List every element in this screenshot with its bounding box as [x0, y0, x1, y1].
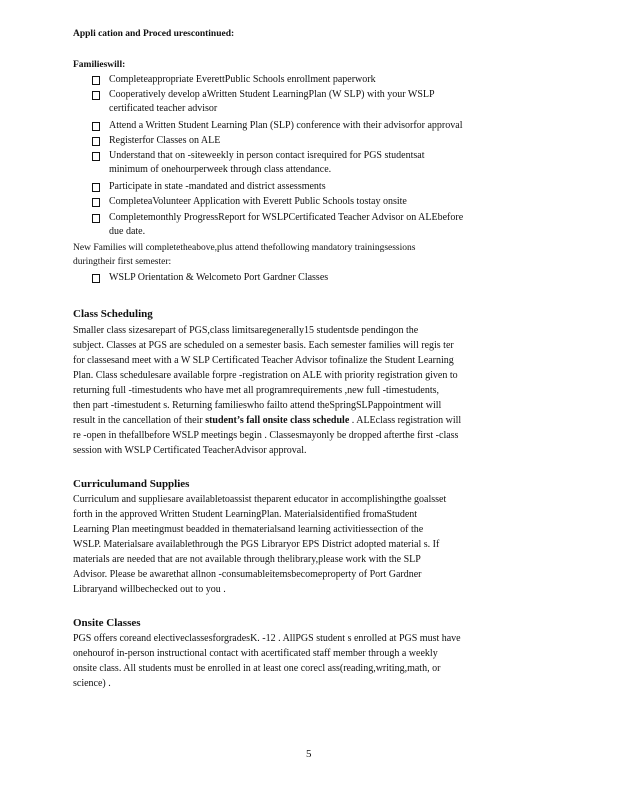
list-item: Cooperatively develop aWritten Student LearningPlan (W SLP) with your WSLP: [109, 89, 435, 100]
line-text: result in the cancellation of their: [73, 415, 206, 426]
paragraph-line: Plan. Class schedulesare available forpre -registration on ALE with priority registration given to: [73, 370, 458, 381]
paragraph-line: PGS offers coreand electiveclassesforgradesK. -12 . AllPGS student s enrolled at PGS must have: [73, 633, 461, 644]
page-number: 5: [306, 748, 312, 760]
checkbox-icon: [92, 183, 100, 192]
checkbox-icon: [92, 214, 100, 223]
families-label: Familieswill:: [73, 60, 126, 70]
new-families-text-cont: duringtheir first semester:: [73, 257, 172, 267]
checkbox-icon: [92, 198, 100, 207]
list-item: Completeappropriate EverettPublic Schools enrollment paperwork: [109, 74, 376, 85]
paragraph-line: [73, 415, 543, 427]
paragraph-line: WSLP. Materialsare availablethrough the PGS Libraryor EPS District adopted material s. If: [73, 539, 440, 550]
checkbox-icon: [92, 91, 100, 100]
paragraph-line: then part -timestudent s. Returning familieswho failto attend theSpringSLPappointment will: [73, 400, 442, 411]
paragraph-line: forth in the approved Written Student LearningPlan. Materialsidentified fromaStudent: [73, 509, 418, 520]
paragraph-line: returning full -timestudents who have met all programrequirements ,new full -timestudents,: [73, 385, 440, 396]
paragraph-line: Learning Plan meetingmust beadded in thematerialsand learning activitiessection of the: [73, 524, 424, 535]
list-item: CompleteaVolunteer Application with Everett Public Schools tostay onsite: [109, 196, 407, 207]
paragraph-line: onsite class. All students must be enrolled in at least one corecl ass(reading,writing,math, or: [73, 663, 441, 674]
curriculum-paragraph: [73, 494, 543, 596]
paragraph-line: science) .: [73, 678, 111, 689]
class-scheduling-paragraph: [73, 325, 543, 457]
section-header: Appli cation and Proced urescontinued:: [73, 29, 235, 39]
checkbox-icon: [92, 137, 100, 146]
paragraph-line: subject. Classes at PGS are scheduled on a semester basis. Each semester families will regis ter: [73, 340, 454, 351]
list-item: Completemonthly ProgressReport for WSLPCertificated Teacher Advisor on ALEbefore: [109, 212, 464, 223]
paragraph-line: Curriculum and suppliesare availabletoassist theparent educator in accomplishingthe goalsset: [73, 494, 447, 505]
class-scheduling-heading: Class Scheduling: [73, 308, 153, 320]
paragraph-line: materials are needed that are not available through thelibrary,please work with the SLP: [73, 554, 421, 565]
paragraph-line: for classesand meet with a W SLP Certificated Teacher Advisor tofinalize the Student Learning: [73, 355, 454, 366]
list-item: Participate in state -mandated and district assessments: [109, 181, 326, 192]
bold-text: student’s fall onsite class schedule: [205, 415, 350, 426]
paragraph-line: Libraryand willbechecked out to you .: [73, 584, 226, 595]
list-item: Understand that on -siteweekly in person contact isrequired for PGS studentsat: [109, 150, 425, 161]
checkbox-icon: [92, 152, 100, 161]
onsite-classes-paragraph: [73, 633, 543, 690]
paragraph-line: re -open in thefallbefore WSLP meetings begin . Classesmayonly be dropped afterthe first -class: [73, 430, 459, 441]
list-item: Attend a Written Student Learning Plan (SLP) conference with their advisorfor approval: [109, 120, 463, 131]
list-item-continuation: minimum of onehourperweek through class attendance.: [109, 164, 332, 175]
list-item-continuation: certificated teacher advisor: [109, 103, 218, 114]
curriculum-heading: Curriculumand Supplies: [73, 478, 190, 490]
checkbox-icon: [92, 274, 100, 283]
checkbox-icon: [92, 122, 100, 131]
paragraph-line: session with WSLP Certificated TeacherAdvisor approval.: [73, 445, 307, 456]
paragraph-line: onehourof in-person instructional contact with acertificated staff member through a weekly: [73, 648, 438, 659]
orientation-item: WSLP Orientation & Welcometo Port Gardner Classes: [109, 272, 329, 283]
onsite-classes-heading: Onsite Classes: [73, 617, 141, 629]
line-text: . ALEclass registration will: [349, 415, 462, 426]
checkbox-icon: [92, 76, 100, 85]
paragraph-line: Advisor. Please be awarethat allnon -consumableitemsbecomeproperty of Port Gardner: [73, 569, 422, 580]
paragraph-line: Smaller class sizesarepart of PGS,class limitsaregenerally15 studentsde pendingon the: [73, 325, 419, 336]
list-item: Registerfor Classes on ALE: [109, 135, 221, 146]
list-item-continuation: due date.: [109, 226, 146, 237]
new-families-text: New Families will completetheabove,plus attend thefollowing mandatory trainingsessions: [73, 243, 416, 253]
